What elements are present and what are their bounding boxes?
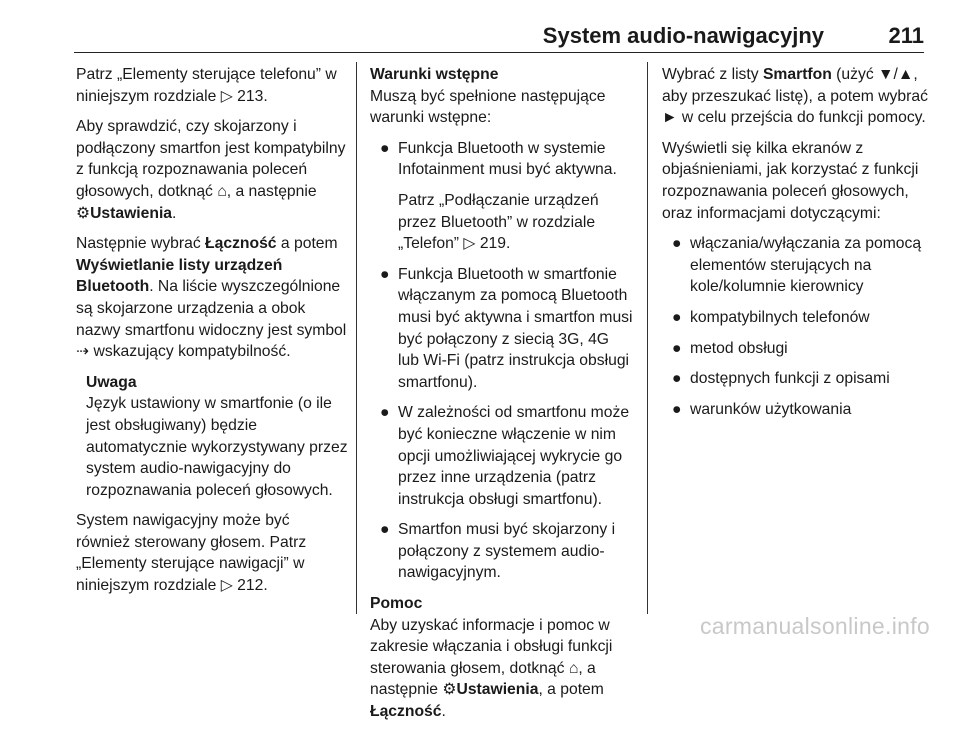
bullet-icon: ● [380, 139, 390, 157]
column-3 [662, 64, 930, 429]
prerequisites-list-cont [370, 264, 634, 584]
bullet-icon: ● [672, 339, 682, 357]
prerequisites-list [370, 138, 634, 181]
page-header [74, 20, 924, 50]
sub-note-bluetooth: Patrz „Podłączanie urządzeń przez Bluetooth” w rozdziale „Telefon” ▷ 219. [398, 191, 599, 253]
list-item: ● W zależności od smartfonu może być konieczne włączenie w nim opcji umożliwiającej wykrycie go przez inne urządzenia (patrz instrukcja obsługi smartfonu). [380, 404, 630, 508]
list-item: ● włączania/wyłączania za pomocą elementów sterujących na kole/kolumnie kierownicy [672, 235, 922, 296]
paragraph-select-smartphone: Wybrać z listy Smartfon (użyć ▼/▲, aby przeszukać listę), a potem wybrać ► w celu przejścia do funkcji pomocy. [662, 66, 928, 127]
list-item: ● Funkcja Bluetooth w systemie Infotainment musi być aktywna. [380, 139, 617, 179]
bullet-icon: ● [672, 308, 682, 326]
column-2 [370, 64, 634, 732]
bullet-icon: ● [672, 400, 682, 418]
bluetooth-list-label: Wyświetlanie listy urządzeń Bluetooth [76, 256, 283, 296]
page-number: 211 [888, 23, 924, 48]
list-item: ● metod obsługi [662, 338, 930, 360]
column-divider-1 [356, 62, 357, 614]
help-topics-list [662, 233, 930, 420]
paragraph-prerequisites-intro: Muszą być spełnione następujące warunki wstępne: [370, 87, 606, 127]
note-title: Uwaga [86, 373, 137, 391]
smartphone-label: Smartfon [762, 66, 832, 83]
note-body: Język ustawiony w smartfonie (o ile jest obsługiwany) będzie automatycznie wykorzystywany przez system audio-nawigacyjny do rozpoznawania poleceń głosowych. [86, 395, 348, 499]
home-icon: ⌂ [568, 659, 579, 677]
note-box [76, 372, 348, 502]
paragraph-check-compatibility: Aby sprawdzić, czy skojarzony i podłączony smartfon jest kompatybilny z funkcją rozpoznawania poleceń głosowych, dotknąć ⌂, a następnie ⚙Ustawienia. [76, 118, 346, 222]
list-item: ● kompatybilnych telefonów [662, 307, 930, 329]
paragraph-navigation-voice: System nawigacyjny może być również sterowany głosem. Patrz „Elementy sterujące nawigacji” w niniejszym rozdziale ▷ 212. [76, 512, 307, 595]
bullet-icon: ● [380, 521, 390, 539]
settings-label: Ustawienia [456, 681, 539, 699]
settings-label: Ustawienia [90, 204, 173, 222]
heading-prerequisites: Warunki wstępne [370, 66, 499, 83]
page-title: System audio-nawigacyjny [542, 23, 824, 48]
paragraph-help-screens: Wyświetli się kilka ekranów z objaśnieniami, jak korzystać z funkcji rozpoznawania poleceń głosowych, oraz informacjami dotyczącymi: [662, 139, 919, 222]
home-icon: ⌂ [217, 182, 227, 200]
bullet-icon: ● [672, 370, 682, 388]
paragraph-select-connectivity: Następnie wybrać Łączność a potem Wyświetlanie listy urządzeń Bluetooth. Na liście wyszczególnione są skojarzone urządzenia a obok nazwy smartfonu widoczny jest symbol ⇢ wskazujący kompatybilność. [76, 235, 347, 361]
list-item: ● dostępnych funkcji z opisami [662, 368, 930, 390]
paragraph-phone-controls-ref: Patrz „Elementy sterujące telefonu” w niniejszym rozdziale ▷ 213. [76, 66, 337, 105]
bullet-icon: ● [380, 404, 390, 422]
paragraph-help: Aby uzyskać informacje i pomoc w zakresie włączania i obsługi funkcji sterowania głosem, dotknąć ⌂, a następnie ⚙Ustawienia, a potem Łączność. [370, 616, 613, 721]
voice-compatible-icon: ⇢ [76, 343, 90, 361]
gear-icon: ⚙ [442, 681, 457, 699]
gear-icon: ⚙ [76, 204, 91, 222]
heading-help: Pomoc [370, 595, 423, 613]
list-item: ● Smartfon musi być skojarzony i połączony z systemem audio-nawigacyjnym. [380, 521, 616, 582]
header-rule [74, 52, 924, 53]
list-item: ● warunków użytkowania [662, 399, 930, 421]
bullet-icon: ● [672, 235, 682, 253]
watermark: carmanualsonline.info [699, 613, 930, 639]
column-divider-2 [647, 62, 648, 614]
list-item: ● Funkcja Bluetooth w smartfonie włączanym za pomocą Bluetooth musi być aktywna i smartfon musi być połączony z siecią 3G, 4G lub Wi-Fi (patrz instrukcja obsługi smartfonu). [380, 265, 633, 391]
connectivity-label: Łączność [370, 703, 442, 721]
column-1 [76, 64, 348, 606]
bullet-icon: ● [380, 265, 390, 283]
connectivity-label: Łączność [205, 235, 277, 253]
